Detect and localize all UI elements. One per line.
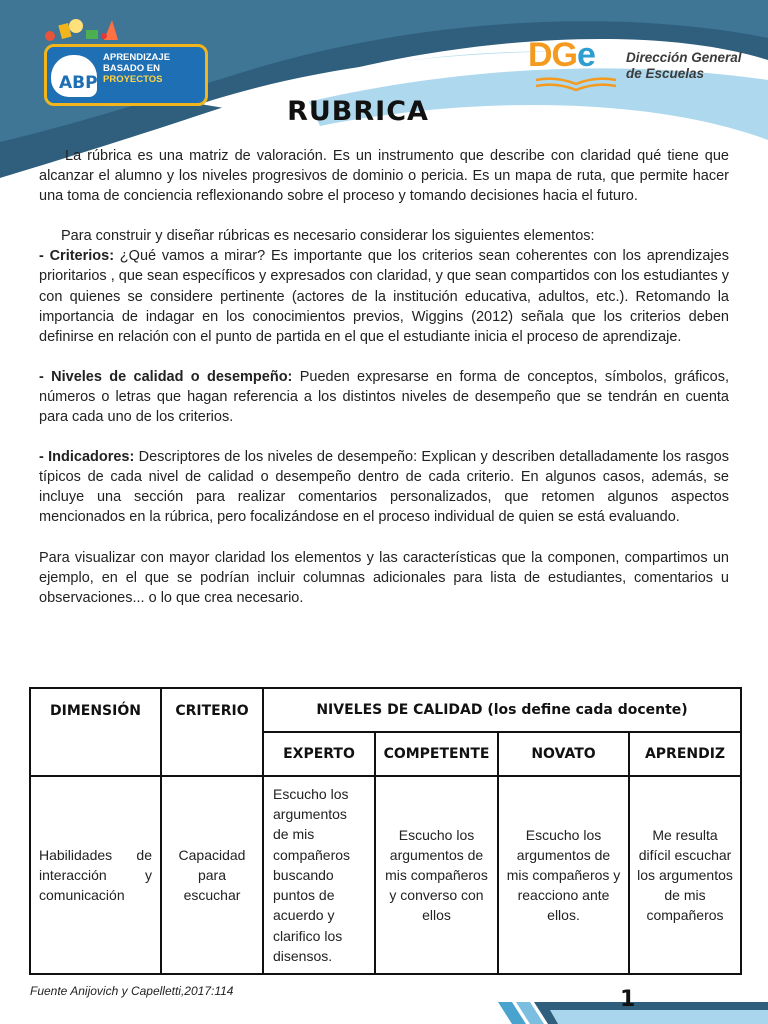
- level-competente: COMPETENTE: [375, 732, 498, 776]
- cell-aprendiz: Me resulta difícil escuchar los argumentos de mis compañeros: [629, 776, 741, 974]
- niveles-label: - Niveles de calidad o desempeño:: [39, 368, 293, 385]
- niveles-text: Pueden expresarse en forma de conceptos, símbolos, gráficos, números o letras que hagan referencia a los distintos niveles de desempeño que se tendrán en cuenta para cada uno de los criterios.: [39, 368, 729, 426]
- page-number: 1: [620, 987, 636, 1012]
- dge-mark-e: e: [577, 36, 595, 74]
- indicadores-text: Descriptores de los niveles de desempeño: Explican y describen detalladamente los rasgos típicos de cada nivel de calidad o desempeño dentro de cada criterio. En algunos casos, además, se incluye una sección para realizar comentarios personalizados, que retomen algunos aspectos mencionados en la rúbrica, pero focalizándose en el proceso individual de quien se está evaluando.: [39, 449, 729, 526]
- dge-name-line1: Dirección General: [626, 50, 742, 65]
- intro-paragraph: La rúbrica es una matriz de valoración. Es un instrumento que describe con claridad qué tiene que alcanzar el alumno y los niveles progresivos de dominio o pericia. Es un mapa de ruta, que permite hacer una toma de conciencia reflexionando sobre el proceso y tomando decisiones hacia el futuro.: [39, 148, 729, 205]
- indicadores-paragraph: [39, 447, 729, 527]
- niveles-paragraph: [39, 367, 729, 427]
- cell-experto: Escucho los argumentos de mis compañeros buscando puntos de acuerdo y clarifico los disensos.: [263, 776, 375, 974]
- dge-mark: [528, 36, 595, 75]
- dge-name: [626, 50, 758, 82]
- cell-criterio: Capacidad para escuchar: [161, 776, 263, 974]
- criterios-paragraph: [39, 246, 729, 346]
- table-row: [30, 776, 741, 974]
- rubric-table: [29, 687, 742, 975]
- dge-mark-dg: DG: [528, 36, 577, 74]
- cell-competente: Escucho los argumentos de mis compañeros y converso con ellos: [375, 776, 498, 974]
- source-citation: Fuente Anijovich y Capelletti,2017:114: [30, 984, 234, 998]
- cell-novato: Escucho los argumentos de mis compañeros y reacciono ante ellos.: [498, 776, 629, 974]
- abp-line3: PROYECTOS: [103, 74, 163, 85]
- dge-name-line2: de Escuelas: [626, 66, 705, 81]
- table-header-row: [30, 688, 741, 732]
- dge-logo: [528, 36, 758, 96]
- level-aprendiz: APRENDIZ: [629, 732, 741, 776]
- abp-head-icon: [51, 55, 97, 97]
- abp-letters: ABP: [59, 73, 98, 93]
- abp-text: [103, 52, 203, 85]
- elements-intro: Para construir y diseñar rúbricas es necesario considerar los siguientes elementos:: [61, 228, 595, 245]
- level-novato: NOVATO: [498, 732, 629, 776]
- document-title: RUBRICA: [287, 96, 429, 127]
- abp-line2: BASADO EN: [103, 63, 161, 74]
- header-niveles: NIVELES DE CALIDAD (los define cada docente): [263, 688, 741, 732]
- level-experto: EXPERTO: [263, 732, 375, 776]
- header-criterio: CRITERIO: [161, 688, 263, 776]
- book-icon: [534, 76, 618, 94]
- criterios-label: - Criterios:: [39, 248, 115, 265]
- abp-logo: [38, 14, 206, 104]
- document-body: [39, 146, 729, 608]
- closing-paragraph: Para visualizar con mayor claridad los elementos y las características que la componen, compartimos un ejemplo, en el que se podrían incluir columnas adicionales para lista de estudiantes, comentarios u observaciones... o lo que crea necesario.: [39, 549, 729, 606]
- header-dimension: DIMENSIÓN: [30, 688, 161, 776]
- indicadores-label: - Indicadores:: [39, 449, 135, 466]
- criterios-text: ¿Qué vamos a mirar? Es importante que los criterios sean coherentes con los aprendizajes prioritarios , que sean específicos y expresados con claridad, y que sean compartidos con los estudiantes y con quienes se considere pertinente (actores de la institución educativa, adultos, etc.). Retomando la importancia de indagar en los conocimientos previos, Wiggins (2012) señala que los criterios deben definirse en relación con el punto de partida en el que el estudiante inicia el proceso de aprendizaje.: [39, 248, 729, 345]
- abp-line1: APRENDIZAJE: [103, 52, 171, 63]
- cell-dimension: Habilidades de interacción y comunicación: [30, 776, 161, 974]
- abp-decorative-icons: [38, 14, 206, 48]
